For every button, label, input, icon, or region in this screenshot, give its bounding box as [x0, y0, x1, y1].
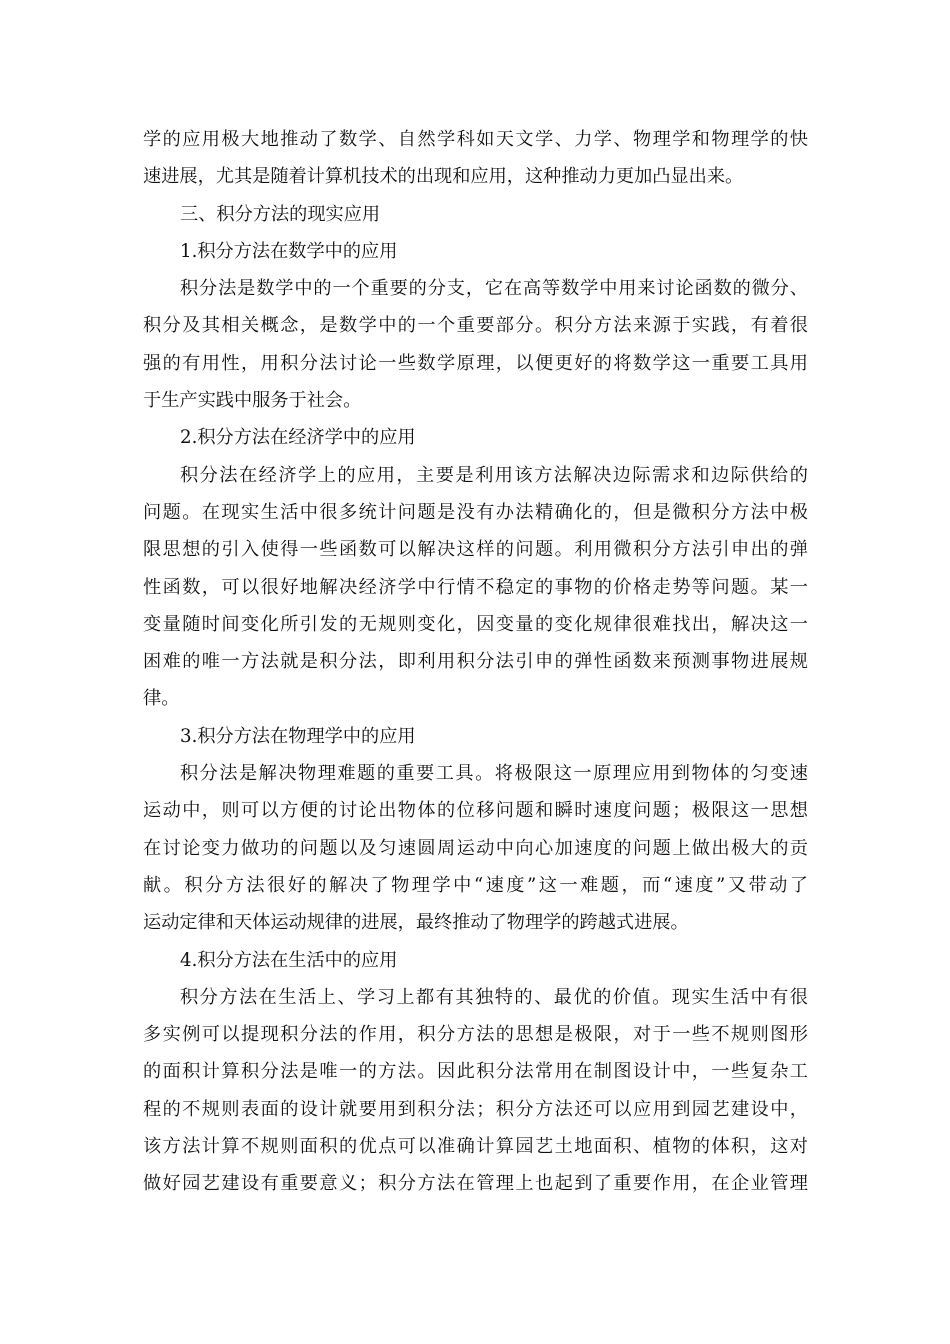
- paragraph-line: 困难的唯一方法就是积分法，即利用积分法引申的弹性函数来预测事物进展规: [143, 651, 808, 673]
- paragraph-line: 速进展，尤其是随着计算机技术的出现和应用，这种推动力更加凸显出来。: [143, 166, 744, 188]
- paragraph-line: 运动定律和天体运动规律的进展，最终推动了物理学的跨越式进展。: [143, 912, 689, 934]
- subsection-heading: 4.积分方法在生活中的应用: [180, 949, 398, 971]
- paragraph-line: 问题。在现实生活中很多统计问题是没有办法精确化的，但是微积分方法中极: [143, 501, 808, 523]
- paragraph-line: 强的有用性，用积分法讨论一些数学原理，以便更好的将数学这一重要工具用: [143, 352, 808, 374]
- paragraph-line: 程的不规则表面的设计就要用到积分法；积分方法还可以应用到园艺建设中，: [143, 1098, 808, 1120]
- section-heading: 三、积分方法的现实应用: [180, 203, 381, 225]
- subsection-heading: 2.积分方法在经济学中的应用: [180, 427, 416, 449]
- document-body: [143, 121, 808, 1203]
- subsection-heading: 1.积分方法在数学中的应用: [180, 240, 398, 262]
- paragraph-line: 限思想的引入使得一些函数可以解决这样的问题。利用微积分方法引申出的弹: [143, 539, 808, 561]
- paragraph-line: 该方法计算不规则面积的优点可以准确计算园艺土地面积、植物的体积，这对: [143, 1136, 808, 1158]
- paragraph-line: 运动中，则可以方便的讨论出物体的位移问题和瞬时速度问题；极限这一思想: [143, 800, 808, 822]
- paragraph-line: 律。: [143, 688, 180, 710]
- paragraph-line: 积分方法在生活上、学习上都有其独特的、最优的价值。现实生活中有很: [180, 986, 808, 1008]
- paragraph-line: 性函数，可以很好地解决经济学中行情不稳定的事物的价格走势等问题。某一: [143, 576, 808, 598]
- paragraph-line: 做好园艺建设有重要意义；积分方法在管理上也起到了重要作用，在企业管理: [143, 1173, 808, 1195]
- paragraph-line: 在讨论变力做功的问题以及匀速圆周运动中向心加速度的问题上做出极大的贡: [143, 837, 808, 859]
- paragraph-line: 献。积分方法很好的解决了物理学中“速度”这一难题，而“速度”又带动了: [143, 874, 808, 896]
- paragraph-line: 多实例可以提现积分法的作用，积分方法的思想是极限，对于一些不规则图形: [143, 1024, 808, 1046]
- paragraph-line: 学的应用极大地推动了数学、自然学科如天文学、力学、物理学和物理学的快: [143, 129, 808, 150]
- paragraph-line: 积分法是数学中的一个重要的分支，它在高等数学中用来讨论函数的微分、: [180, 278, 808, 300]
- paragraph-line: 积分及其相关概念，是数学中的一个重要部分。积分方法来源于实践，有着很: [143, 315, 808, 337]
- paragraph-line: 变量随时间变化所引发的无规则变化，因变量的变化规律很难找出，解决这一: [143, 613, 808, 635]
- paragraph-line: 于生产实践中服务于社会。: [143, 390, 362, 412]
- subsection-heading: 3.积分方法在物理学中的应用: [180, 725, 416, 747]
- paragraph-line: 的面积计算积分法是唯一的方法。因此积分法常用在制图设计中，一些复杂工: [143, 1061, 808, 1083]
- paragraph-line: 积分法是解决物理难题的重要工具。将极限这一原理应用到物体的匀变速: [180, 763, 808, 785]
- paragraph-line: 积分法在经济学上的应用，主要是利用该方法解决边际需求和边际供给的: [180, 464, 808, 486]
